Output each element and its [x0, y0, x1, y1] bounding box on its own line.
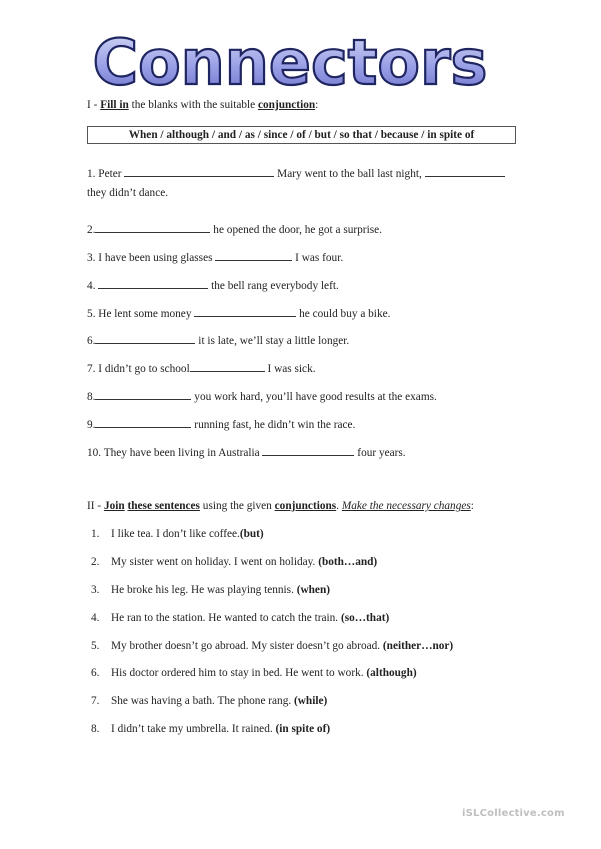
answer-blank[interactable] — [425, 166, 505, 177]
exercise-1-item: 8. you work hard, you’ll have good results at the exams. — [87, 391, 437, 403]
title-logo — [92, 22, 488, 102]
exercise-2-item: 5. My brother doesn’t go abroad. My sister doesn’t go abroad. (neither…nor) — [91, 640, 454, 652]
exercise-1-item: 4. the bell rang everybody left. — [87, 280, 339, 292]
exercise-2-item: 6. His doctor ordered him to stay in bed. He went to work. (although) — [91, 667, 417, 679]
word-box: When / although / and / as / since / of / but / so that / because / in spite of — [87, 126, 516, 144]
answer-blank[interactable] — [262, 445, 354, 456]
exercise-2-item: 7. She was having a bath. The phone rang. (while) — [91, 695, 328, 707]
exercise-1-item: 10. They have been living in Australia four years. — [87, 447, 406, 459]
exercise-2-item: 3. He broke his leg. He was playing tennis. (when) — [91, 584, 330, 596]
worksheet-title — [92, 22, 488, 102]
exercise-2-item: 4. He ran to the station. He wanted to catch the train. (so…that) — [91, 612, 390, 624]
exercise-1-item: 3. I have been using glasses I was four. — [87, 252, 344, 264]
answer-blank[interactable] — [124, 166, 274, 177]
answer-blank[interactable] — [215, 250, 292, 261]
exercise-1-item: 1. Peter Mary went to the ball last night, — [87, 166, 505, 180]
answer-blank[interactable] — [194, 306, 296, 317]
exercise-1-item: 6. it is late, we’ll stay a little longer. — [87, 335, 350, 347]
exercise-2-item: 1. I like tea. I don’t like coffee.(but) — [91, 528, 264, 540]
answer-blank[interactable] — [98, 278, 208, 289]
answer-blank[interactable] — [95, 389, 191, 400]
exercise-1-item: 2. he opened the door, he got a surprise. — [87, 224, 382, 236]
exercise-2-item: 2. My sister went on holiday. I went on holiday. (both…and) — [91, 556, 378, 568]
exercise-1-item: 5. He lent some money he could buy a bike. — [87, 308, 391, 320]
answer-blank[interactable] — [95, 417, 191, 428]
answer-blank[interactable] — [190, 361, 265, 372]
exercise-1-item-continuation: they didn’t dance. — [87, 187, 169, 199]
exercise-2-item: 8. I didn’t take my umbrella. It rained. (in spite of) — [91, 723, 331, 735]
section-1-heading: I - Fill in the blanks with the suitable conjunction: — [87, 99, 319, 111]
watermark: iSLCollective.com — [462, 808, 565, 819]
answer-blank[interactable] — [95, 222, 210, 233]
exercise-1-item: 9. running fast, he didn’t win the race. — [87, 419, 356, 431]
exercise-1-item: 7. I didn’t go to school I was sick. — [87, 363, 316, 375]
title-text: Connectors — [92, 26, 488, 99]
section-2-heading: II - Join these sentences using the given conjunctions. Make the necessary changes: — [87, 500, 474, 512]
answer-blank[interactable] — [95, 333, 195, 344]
